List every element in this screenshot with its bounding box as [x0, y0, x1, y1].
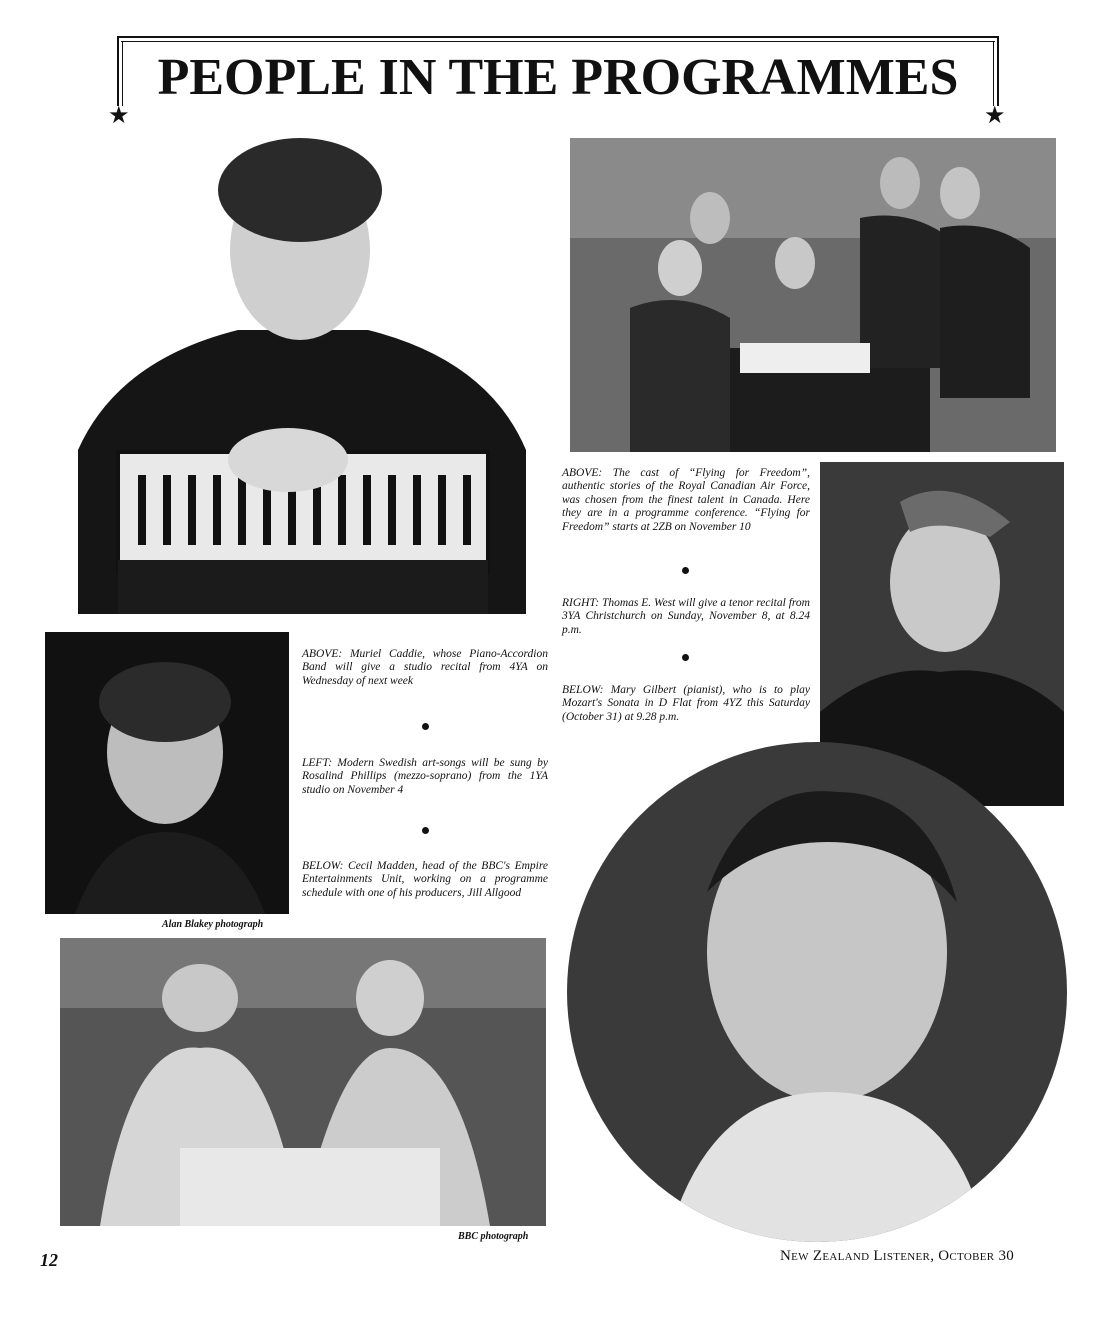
- bullet-separator: [682, 654, 689, 661]
- photo-flying-for-freedom-cast: [570, 138, 1056, 452]
- photo-credit-blakey: Alan Blakey photograph: [162, 919, 264, 930]
- page-title: PEOPLE IN THE PROGRAMMES: [157, 49, 959, 106]
- star-icon: ★: [984, 103, 1006, 129]
- bullet-separator: [422, 723, 429, 730]
- caption-thomas-west: RIGHT: Thomas E. West will give a tenor recital from 3YA Christchurch on Sunday, November 8, at 8.24 p.m.: [562, 597, 810, 636]
- caption-muriel-caddie: ABOVE: Muriel Caddie, whose Piano-Accordion Band will give a studio recital from 4YA on Wednesday of next week: [302, 648, 548, 687]
- caption-mary-gilbert: BELOW: Mary Gilbert (pianist), who is to play Mozart's Sonata in D Flat from 4YZ this Saturday (October 31) at 9.28 p.m.: [562, 684, 810, 723]
- page-number: 12: [40, 1250, 58, 1270]
- caption-flying-for-freedom: ABOVE: The cast of “Flying for Freedom”, authentic stories of the Royal Canadian Air Force, was chosen from the finest talent in Canada. Here they are in a programme conference. “Flying for Freedom” starts at 2ZB on November 10: [562, 467, 810, 533]
- bullet-separator: [682, 567, 689, 574]
- photo-rosalind-phillips: [45, 632, 289, 914]
- photo-mary-gilbert: [567, 742, 1067, 1242]
- photo-cecil-madden: [60, 938, 546, 1226]
- photo-credit-bbc: BBC photograph: [458, 1231, 529, 1242]
- star-icon: ★: [108, 103, 130, 129]
- bullet-separator: [422, 827, 429, 834]
- masthead: New Zealand Listener, October 30: [780, 1248, 1015, 1264]
- caption-cecil-madden: BELOW: Cecil Madden, head of the BBC's Empire Entertainments Unit, working on a programme schedule with one of his producers, Jill Allgood: [302, 860, 548, 899]
- caption-rosalind-phillips: LEFT: Modern Swedish art-songs will be sung by Rosalind Phillips (mezzo-soprano) from the 1YA studio on November 4: [302, 757, 548, 796]
- photo-muriel-caddie: [78, 130, 526, 614]
